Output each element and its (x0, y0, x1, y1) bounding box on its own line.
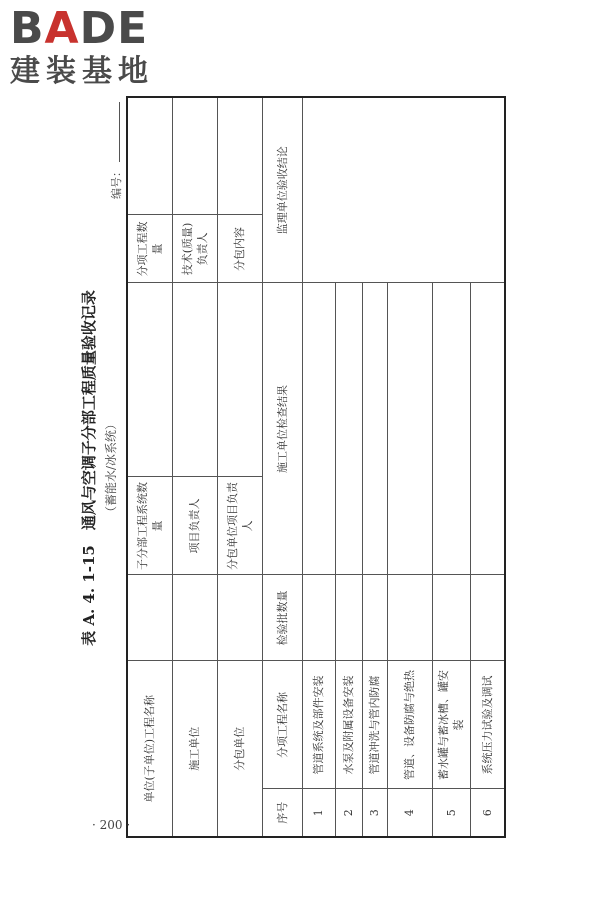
row-batch-qty (432, 575, 470, 661)
row-batch-qty (470, 575, 505, 661)
header-row-project (127, 97, 172, 837)
subcontract-content-label: 分包内容 (217, 215, 262, 283)
unit-name-value (127, 575, 172, 661)
project-manager-value (172, 283, 217, 477)
row-batch-qty (335, 575, 362, 661)
subcontract-manager-label: 分包单位项目负责人 (217, 477, 262, 575)
logo (10, 3, 180, 90)
document-sheet (78, 98, 588, 838)
row-construction-check (362, 283, 387, 575)
sub-item-qty-value (127, 283, 172, 477)
construction-unit-label: 施工单位 (172, 661, 217, 837)
row-number: 5 (432, 789, 470, 837)
item-qty-label: 分项工程数量 (127, 215, 172, 283)
row-item-name: 管道、设备防腐与绝热 (387, 661, 432, 789)
table-row (302, 97, 335, 837)
row-construction-check (302, 283, 335, 575)
subcontract-manager-value (217, 283, 262, 477)
row-construction-check (387, 283, 432, 575)
row-batch-qty (387, 575, 432, 661)
logo-subtitle: 建装基地 (10, 54, 154, 89)
construction-unit-value (172, 575, 217, 661)
sub-item-qty-label: 子分部工程系统数量 (127, 477, 172, 575)
tech-manager-value (172, 97, 217, 215)
record-number-blank (119, 102, 120, 162)
record-number: 编号： (108, 102, 124, 199)
row-construction-check (470, 283, 505, 575)
header-row-construction (172, 97, 217, 837)
project-manager-label: 项目负责人 (172, 477, 217, 575)
subcontract-unit-value (217, 575, 262, 661)
row-construction-check (432, 283, 470, 575)
header-row-subcontract (217, 97, 262, 837)
row-item-name: 蓄水罐与蓄冰槽、罐安装 (432, 661, 470, 789)
row-construction-check (335, 283, 362, 575)
subcontract-content-value (217, 97, 262, 215)
supervision-conclusion-cell (302, 97, 505, 283)
subcontract-unit-label: 分包单位 (217, 661, 262, 837)
col-construction-check: 施工单位检查结果 (262, 283, 302, 575)
inspection-record-table (126, 96, 506, 838)
col-item-name: 分项工程名称 (262, 661, 302, 789)
row-number: 6 (470, 789, 505, 837)
row-number: 4 (387, 789, 432, 837)
table-subtitle: （蓄能水/冰系统） (104, 417, 118, 519)
row-batch-qty (362, 575, 387, 661)
row-item-name: 管道冲洗与管内防腐 (362, 661, 387, 789)
col-seq: 序号 (262, 789, 302, 837)
col-supervision-conclusion: 监理单位验收结论 (262, 97, 302, 283)
page-number: · 200 · (92, 818, 131, 832)
logo-brand: BADE (10, 3, 149, 54)
column-header-row (262, 97, 302, 837)
row-item-name: 系统压力试验及调试 (470, 661, 505, 789)
row-number: 2 (335, 789, 362, 837)
tech-manager-label: 技术(质量)负责人 (172, 215, 217, 283)
row-item-name: 水泵及附属设备安装 (335, 661, 362, 789)
row-item-name: 管道系统及部件安装 (302, 661, 335, 789)
row-number: 3 (362, 789, 387, 837)
item-qty-value (127, 97, 172, 215)
unit-name-label: 单位(子单位)工程名称 (127, 661, 172, 837)
col-batch-qty: 检验批数量 (262, 575, 302, 661)
table-caption: 表 A. 4. 1-15 通风与空调子分部工程质量验收记录 (80, 290, 98, 646)
row-batch-qty (302, 575, 335, 661)
row-number: 1 (302, 789, 335, 837)
